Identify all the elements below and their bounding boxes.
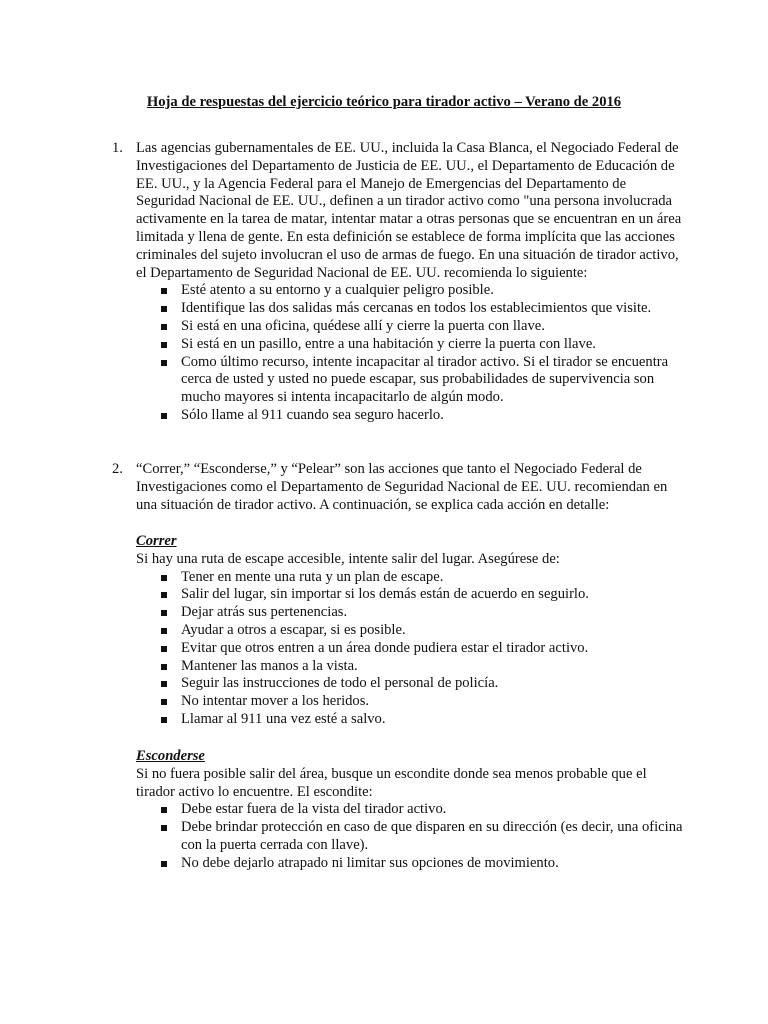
bullet-item: Si está en un pasillo, entre a una habitación y cierre la puerta con llave. xyxy=(136,336,684,354)
bullet-item: Dejar atrás sus pertenencias. xyxy=(136,604,684,622)
bullet-list xyxy=(136,282,684,424)
section-heading: Correr xyxy=(136,533,177,549)
bullet-item: Debe brindar protección en caso de que disparen en su dirección (es decir, una oficina con la puerta cerrada con llave). xyxy=(136,819,684,855)
section-correr xyxy=(136,533,684,729)
document-title: Hoja de respuestas del ejercicio teórico para tirador activo – Verano de 2016 xyxy=(146,94,622,110)
bullet-list xyxy=(136,801,684,872)
bullet-list xyxy=(136,569,684,729)
bullet-item: No debe dejarlo atrapado ni limitar sus opciones de movimiento. xyxy=(136,855,684,873)
bullet-item: Si está en una oficina, quédese allí y cierre la puerta con llave. xyxy=(136,318,684,336)
bullet-item: No intentar mover a los heridos. xyxy=(136,693,684,711)
section-intro: Si no fuera posible salir del área, busque un escondite donde sea menos probable que el tirador activo lo encuentre. El escondite: xyxy=(136,765,647,800)
bullet-item: Evitar que otros entren a un área donde pudiera estar el tirador activo. xyxy=(136,640,684,658)
bullet-item: Tener en mente una ruta y un plan de escape. xyxy=(136,569,684,587)
bullet-item: Debe estar fuera de la vista del tirador activo. xyxy=(136,801,684,819)
section-esconderse xyxy=(136,748,684,873)
bullet-item: Ayudar a otros a escapar, si es posible. xyxy=(136,622,684,640)
bullet-item: Sólo llame al 911 cuando sea seguro hacerlo. xyxy=(136,407,684,425)
section-intro: Si hay una ruta de escape accesible, intente salir del lugar. Asegúrese de: xyxy=(136,550,560,567)
item-number: 1. xyxy=(112,140,123,156)
bullet-item: Esté atento a su entorno y a cualquier peligro posible. xyxy=(136,282,684,300)
bullet-item: Salir del lugar, sin importar si los demás están de acuerdo en seguirlo. xyxy=(136,586,684,604)
bullet-item: Identifique las dos salidas más cercanas en todos los establecimientos que visite. xyxy=(136,300,684,318)
bullet-item: Mantener las manos a la vista. xyxy=(136,658,684,676)
item-paragraph: “Correr,” “Esconderse,” y “Pelear” son las acciones que tanto el Negociado Federal de Investigaciones como el Departamento de Seguridad Nacional de EE. UU. recomiendan en una situación de tirador activo. A continuación, se explica cada acción en detalle: xyxy=(136,461,668,513)
item-number: 2. xyxy=(112,461,123,477)
numbered-item-1 xyxy=(112,140,684,425)
item-paragraph: Las agencias gubernamentales de EE. UU., incluida la Casa Blanca, el Negociado Federal de Investigaciones del Departamento de Justicia de EE. UU., el Departamento de Educación de EE. UU., y la Agencia Federal para el Manejo de Emergencias del Departamento de Seguridad Nacional de EE. UU., definen a un tirador activo como "una persona involucrada activamente en la tarea de matar, intentar matar a otras personas que se encuentran en un área limitada y llena de gente. En esta definición se establece de forma implícita que las acciones criminales del sujeto involucran el uso de armas de fuego. En una situación de tirador activo, el Departamento de Seguridad Nacional de EE. UU. recomienda lo siguiente: xyxy=(136,140,682,281)
bullet-item: Seguir las instrucciones de todo el personal de policía. xyxy=(136,675,684,693)
bullet-item: Llamar al 911 una vez esté a salvo. xyxy=(136,711,684,729)
numbered-item-2 xyxy=(112,461,684,514)
bullet-item: Como último recurso, intente incapacitar al tirador activo. Si el tirador se encuentra cerca de usted y usted no puede escapar, sus probabilidades de supervivencia son mucho mayores si intenta incapacitarlo de algún modo. xyxy=(136,354,684,407)
section-heading: Esconderse xyxy=(136,748,205,764)
